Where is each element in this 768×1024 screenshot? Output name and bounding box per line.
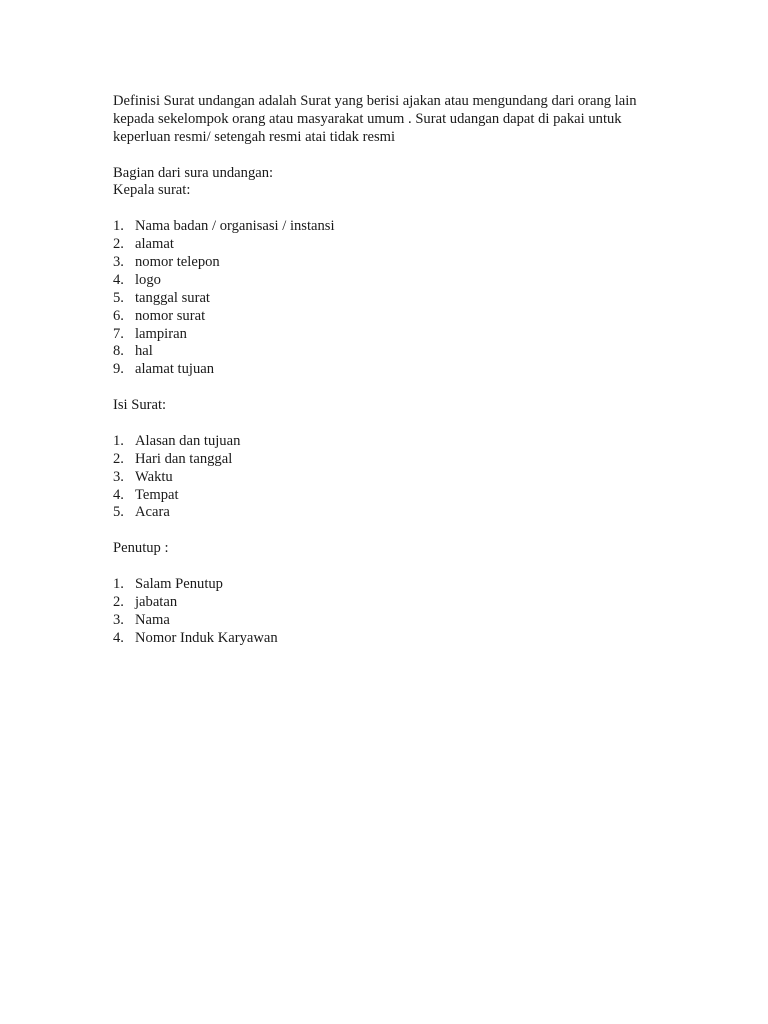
list-number: 2. (113, 593, 124, 610)
list-number: 9. (113, 361, 124, 378)
list-item (113, 236, 673, 254)
intro-line: keperluan resmi/ setengah resmi atai tidak resmi (113, 128, 396, 145)
list-text: alamat (135, 236, 174, 253)
list-item (113, 361, 673, 379)
list-item (113, 272, 673, 290)
spacer (113, 147, 673, 165)
list-text: Tempat (135, 486, 179, 503)
list-number: 6. (113, 307, 124, 324)
list-item (113, 612, 673, 630)
penutup-list (113, 576, 673, 648)
penutup-heading: Penutup : (113, 540, 169, 557)
list-number: 1. (113, 218, 124, 235)
list-item (113, 326, 673, 344)
list-number: 2. (113, 236, 124, 253)
list-item (113, 594, 673, 612)
list-number: 4. (113, 486, 124, 503)
list-number: 8. (113, 343, 124, 360)
list-item (113, 218, 673, 236)
list-text: Alasan dan tujuan (135, 432, 241, 449)
list-item (113, 433, 673, 451)
list-text: nomor telepon (135, 254, 220, 271)
bagian-heading: Bagian dari sura undangan: (113, 164, 274, 181)
list-number: 4. (113, 271, 124, 288)
list-item (113, 630, 673, 648)
list-item (113, 343, 673, 361)
document-page (113, 93, 673, 648)
list-number: 7. (113, 325, 124, 342)
list-number: 3. (113, 611, 124, 628)
list-item (113, 254, 673, 272)
list-text: Nomor Induk Karyawan (135, 629, 278, 646)
list-text: nomor surat (135, 307, 206, 324)
spacer (113, 415, 673, 433)
list-text: tanggal surat (135, 289, 210, 306)
intro-line: kepada sekelompok orang atau masyarakat umum . Surat udangan dapat di pakai untuk (113, 110, 622, 127)
list-number: 3. (113, 468, 124, 485)
list-item (113, 487, 673, 505)
isi-list (113, 433, 673, 522)
intro-line: Definisi Surat undangan adalah Surat yang berisi ajakan atau mengundang dari orang lain (113, 93, 637, 109)
list-number: 3. (113, 254, 124, 271)
kepala-list (113, 218, 673, 379)
isi-heading: Isi Surat: (113, 397, 167, 414)
list-number: 5. (113, 289, 124, 306)
kepala-heading: Kepala surat: (113, 182, 191, 199)
list-text: logo (135, 271, 161, 288)
list-text: hal (135, 343, 153, 360)
list-text: Nama badan / organisasi / instansi (135, 218, 335, 235)
spacer (113, 558, 673, 576)
list-text: Salam Penutup (135, 576, 223, 593)
list-item (113, 308, 673, 326)
list-number: 2. (113, 450, 124, 467)
spacer (113, 379, 673, 397)
list-text: Acara (135, 504, 170, 521)
intro-paragraph (113, 93, 673, 147)
list-number: 5. (113, 504, 124, 521)
list-text: jabatan (135, 593, 178, 610)
list-text: alamat tujuan (135, 361, 215, 378)
spacer (113, 200, 673, 218)
spacer (113, 522, 673, 540)
list-item (113, 504, 673, 522)
list-item (113, 451, 673, 469)
list-text: Hari dan tanggal (135, 450, 233, 467)
list-item (113, 576, 673, 594)
list-number: 1. (113, 432, 124, 449)
list-text: Waktu (135, 468, 173, 485)
list-number: 1. (113, 576, 124, 593)
list-item (113, 290, 673, 308)
list-number: 4. (113, 629, 124, 646)
list-text: Nama (135, 611, 170, 628)
list-text: lampiran (135, 325, 187, 342)
list-item (113, 469, 673, 487)
